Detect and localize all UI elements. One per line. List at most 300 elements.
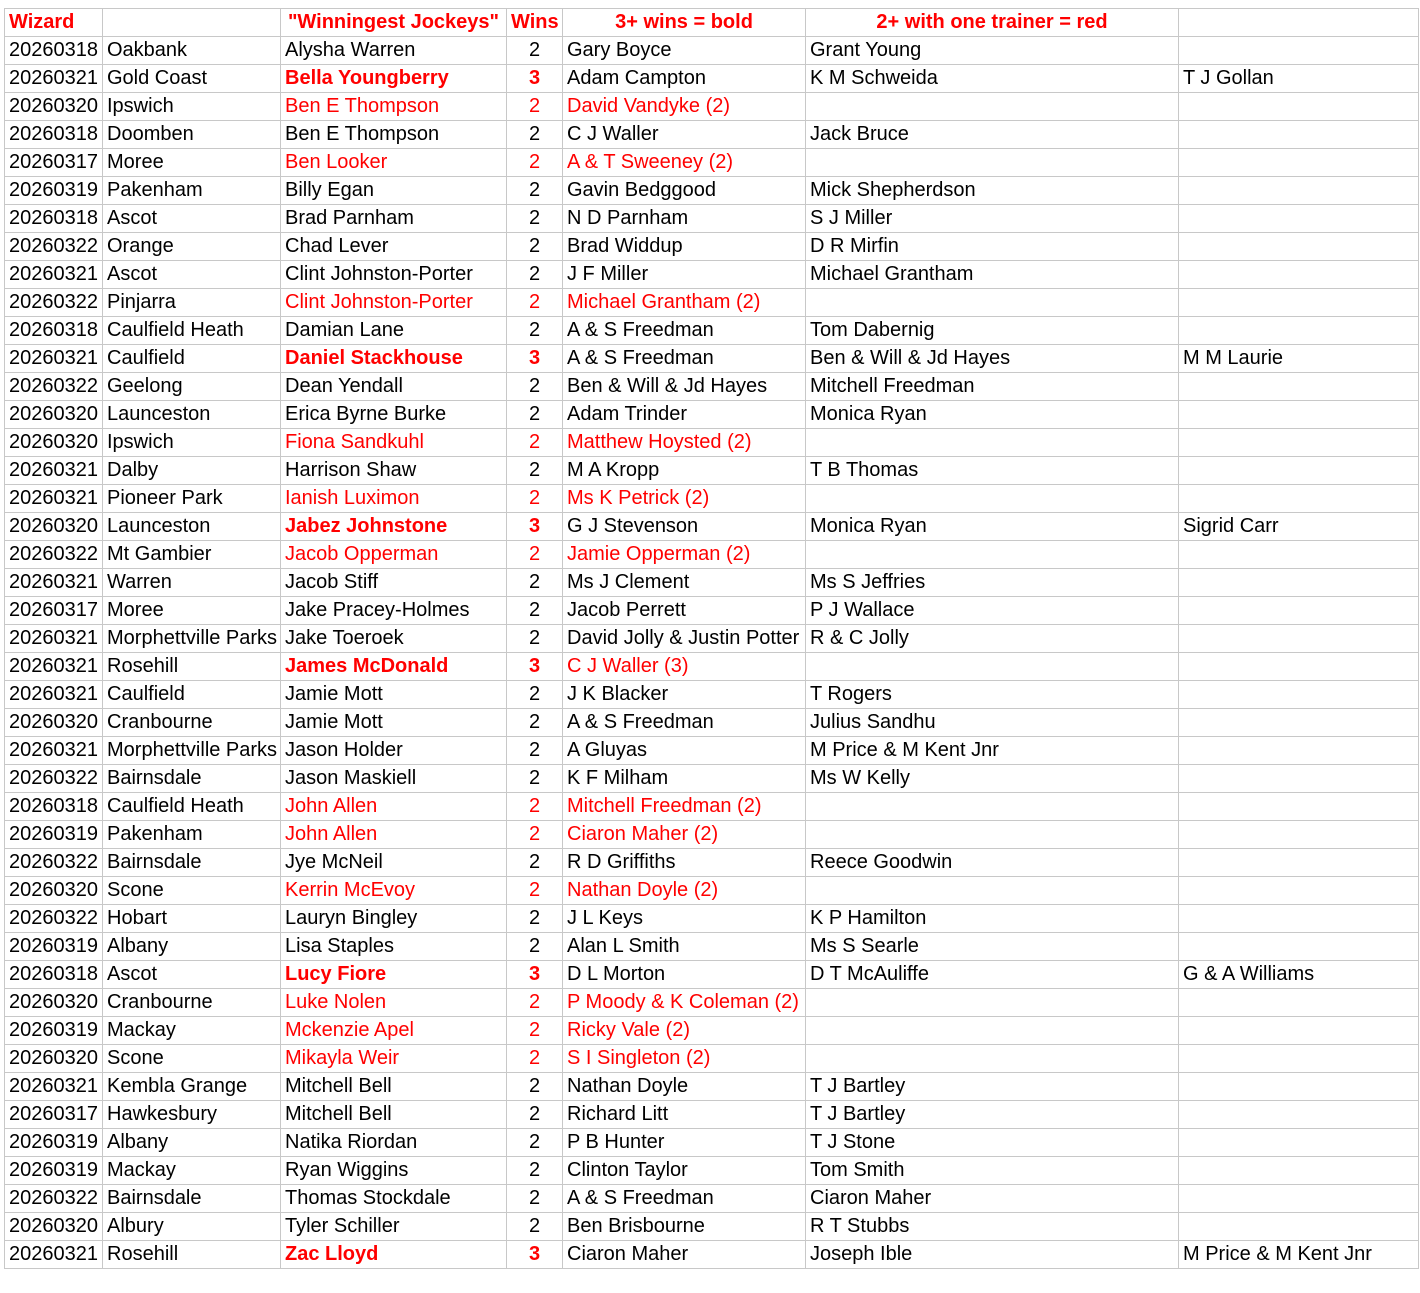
cell-jockey[interactable]: John Allen xyxy=(281,793,507,821)
cell-jockey[interactable]: Jamie Mott xyxy=(281,681,507,709)
cell-trainer-1[interactable]: D L Morton xyxy=(563,961,806,989)
cell-jockey[interactable]: Tyler Schiller xyxy=(281,1213,507,1241)
cell-wins[interactable]: 2 xyxy=(507,317,563,345)
cell-track[interactable]: Ipswich xyxy=(103,93,281,121)
cell-track[interactable]: Doomben xyxy=(103,121,281,149)
cell-track[interactable]: Morphettville Parks xyxy=(103,625,281,653)
cell-wins[interactable]: 2 xyxy=(507,821,563,849)
cell-trainer-3[interactable]: M Price & M Kent Jnr xyxy=(1179,1241,1419,1269)
cell-trainer-3[interactable] xyxy=(1179,569,1419,597)
cell-track[interactable]: Pakenham xyxy=(103,821,281,849)
cell-trainer-3[interactable] xyxy=(1179,877,1419,905)
cell-wins[interactable]: 2 xyxy=(507,709,563,737)
cell-trainer-3[interactable] xyxy=(1179,1129,1419,1157)
cell-trainer-1[interactable]: David Vandyke (2) xyxy=(563,93,806,121)
cell-jockey[interactable]: Kerrin McEvoy xyxy=(281,877,507,905)
cell-wins[interactable]: 2 xyxy=(507,457,563,485)
cell-trainer-2[interactable] xyxy=(806,821,1179,849)
cell-wins[interactable]: 2 xyxy=(507,121,563,149)
cell-trainer-2[interactable] xyxy=(806,989,1179,1017)
cell-wins[interactable]: 2 xyxy=(507,1129,563,1157)
cell-trainer-3[interactable] xyxy=(1179,737,1419,765)
cell-wins[interactable]: 3 xyxy=(507,1241,563,1269)
cell-trainer-2[interactable]: T J Bartley xyxy=(806,1101,1179,1129)
cell-trainer-2[interactable]: Monica Ryan xyxy=(806,513,1179,541)
cell-jockey[interactable]: Jake Pracey-Holmes xyxy=(281,597,507,625)
cell-trainer-1[interactable]: M A Kropp xyxy=(563,457,806,485)
cell-trainer-1[interactable]: J L Keys xyxy=(563,905,806,933)
cell-date[interactable]: 20260322 xyxy=(5,289,103,317)
cell-trainer-3[interactable] xyxy=(1179,289,1419,317)
cell-wins[interactable]: 2 xyxy=(507,569,563,597)
cell-trainer-1[interactable]: Adam Campton xyxy=(563,65,806,93)
cell-wins[interactable]: 2 xyxy=(507,261,563,289)
cell-wins[interactable]: 2 xyxy=(507,1185,563,1213)
cell-date[interactable]: 20260321 xyxy=(5,625,103,653)
cell-track[interactable]: Hobart xyxy=(103,905,281,933)
cell-jockey[interactable]: Dean Yendall xyxy=(281,373,507,401)
cell-jockey[interactable]: Brad Parnham xyxy=(281,205,507,233)
cell-trainer-1[interactable]: Jacob Perrett xyxy=(563,597,806,625)
cell-jockey[interactable]: Mitchell Bell xyxy=(281,1073,507,1101)
cell-date[interactable]: 20260318 xyxy=(5,121,103,149)
cell-trainer-3[interactable] xyxy=(1179,989,1419,1017)
cell-trainer-1[interactable]: Adam Trinder xyxy=(563,401,806,429)
cell-track[interactable]: Ascot xyxy=(103,261,281,289)
cell-trainer-2[interactable]: Monica Ryan xyxy=(806,401,1179,429)
cell-track[interactable]: Oakbank xyxy=(103,37,281,65)
cell-trainer-1[interactable]: Ben & Will & Jd Hayes xyxy=(563,373,806,401)
cell-jockey[interactable]: Harrison Shaw xyxy=(281,457,507,485)
cell-trainer-3[interactable] xyxy=(1179,765,1419,793)
cell-track[interactable]: Ipswich xyxy=(103,429,281,457)
cell-trainer-2[interactable] xyxy=(806,653,1179,681)
cell-trainer-2[interactable]: Jack Bruce xyxy=(806,121,1179,149)
cell-date[interactable]: 20260319 xyxy=(5,821,103,849)
cell-track[interactable]: Ascot xyxy=(103,961,281,989)
cell-trainer-1[interactable]: A & S Freedman xyxy=(563,709,806,737)
header-wins[interactable]: Wins xyxy=(507,9,563,37)
cell-trainer-3[interactable] xyxy=(1179,205,1419,233)
cell-jockey[interactable]: John Allen xyxy=(281,821,507,849)
cell-track[interactable]: Launceston xyxy=(103,401,281,429)
cell-trainer-2[interactable]: Ms S Jeffries xyxy=(806,569,1179,597)
cell-track[interactable]: Rosehill xyxy=(103,653,281,681)
cell-wins[interactable]: 2 xyxy=(507,877,563,905)
cell-trainer-1[interactable]: Clinton Taylor xyxy=(563,1157,806,1185)
cell-trainer-1[interactable]: A & S Freedman xyxy=(563,345,806,373)
cell-wins[interactable]: 3 xyxy=(507,345,563,373)
cell-trainer-1[interactable]: K F Milham xyxy=(563,765,806,793)
cell-jockey[interactable]: Jason Maskiell xyxy=(281,765,507,793)
cell-trainer-3[interactable]: M M Laurie xyxy=(1179,345,1419,373)
cell-jockey[interactable]: Mikayla Weir xyxy=(281,1045,507,1073)
header-date[interactable]: Wizard xyxy=(5,9,103,37)
cell-trainer-1[interactable]: A & S Freedman xyxy=(563,317,806,345)
cell-date[interactable]: 20260321 xyxy=(5,1241,103,1269)
cell-trainer-3[interactable] xyxy=(1179,177,1419,205)
cell-date[interactable]: 20260318 xyxy=(5,961,103,989)
cell-date[interactable]: 20260319 xyxy=(5,1157,103,1185)
cell-jockey[interactable]: Clint Johnston-Porter xyxy=(281,261,507,289)
cell-jockey[interactable]: Jacob Stiff xyxy=(281,569,507,597)
cell-wins[interactable]: 2 xyxy=(507,1073,563,1101)
cell-track[interactable]: Mackay xyxy=(103,1157,281,1185)
cell-trainer-2[interactable]: D R Mirfin xyxy=(806,233,1179,261)
cell-wins[interactable]: 2 xyxy=(507,37,563,65)
cell-trainer-2[interactable]: T J Bartley xyxy=(806,1073,1179,1101)
cell-track[interactable]: Caulfield Heath xyxy=(103,793,281,821)
cell-trainer-1[interactable]: Ms J Clement xyxy=(563,569,806,597)
cell-trainer-2[interactable]: Ben & Will & Jd Hayes xyxy=(806,345,1179,373)
cell-trainer-1[interactable]: Ciaron Maher (2) xyxy=(563,821,806,849)
cell-wins[interactable]: 2 xyxy=(507,989,563,1017)
cell-date[interactable]: 20260319 xyxy=(5,177,103,205)
cell-jockey[interactable]: Alysha Warren xyxy=(281,37,507,65)
cell-trainer-3[interactable] xyxy=(1179,1157,1419,1185)
cell-trainer-2[interactable] xyxy=(806,485,1179,513)
cell-trainer-1[interactable]: Jamie Opperman (2) xyxy=(563,541,806,569)
cell-track[interactable]: Caulfield Heath xyxy=(103,317,281,345)
cell-trainer-1[interactable]: A Gluyas xyxy=(563,737,806,765)
cell-jockey[interactable]: Billy Egan xyxy=(281,177,507,205)
cell-jockey[interactable]: Jye McNeil xyxy=(281,849,507,877)
cell-trainer-2[interactable] xyxy=(806,877,1179,905)
cell-wins[interactable]: 3 xyxy=(507,513,563,541)
cell-trainer-2[interactable]: Joseph Ible xyxy=(806,1241,1179,1269)
cell-jockey[interactable]: Ryan Wiggins xyxy=(281,1157,507,1185)
cell-trainer-3[interactable] xyxy=(1179,653,1419,681)
cell-trainer-3[interactable]: Sigrid Carr xyxy=(1179,513,1419,541)
cell-track[interactable]: Scone xyxy=(103,1045,281,1073)
cell-wins[interactable]: 2 xyxy=(507,737,563,765)
cell-trainer-2[interactable] xyxy=(806,289,1179,317)
cell-trainer-2[interactable]: K M Schweida xyxy=(806,65,1179,93)
cell-trainer-3[interactable] xyxy=(1179,1213,1419,1241)
cell-trainer-3[interactable] xyxy=(1179,149,1419,177)
cell-date[interactable]: 20260320 xyxy=(5,401,103,429)
cell-wins[interactable]: 2 xyxy=(507,1045,563,1073)
cell-trainer-1[interactable]: N D Parnham xyxy=(563,205,806,233)
cell-date[interactable]: 20260322 xyxy=(5,765,103,793)
cell-wins[interactable]: 2 xyxy=(507,485,563,513)
cell-trainer-3[interactable] xyxy=(1179,933,1419,961)
cell-trainer-1[interactable]: David Jolly & Justin Potter xyxy=(563,625,806,653)
cell-trainer-1[interactable]: Brad Widdup xyxy=(563,233,806,261)
cell-trainer-1[interactable]: P B Hunter xyxy=(563,1129,806,1157)
cell-jockey[interactable]: Chad Lever xyxy=(281,233,507,261)
cell-date[interactable]: 20260320 xyxy=(5,513,103,541)
header-trainer-2[interactable]: 2+ with one trainer = red xyxy=(806,9,1179,37)
cell-date[interactable]: 20260322 xyxy=(5,905,103,933)
cell-date[interactable]: 20260317 xyxy=(5,149,103,177)
cell-wins[interactable]: 2 xyxy=(507,401,563,429)
cell-track[interactable]: Gold Coast xyxy=(103,65,281,93)
cell-trainer-3[interactable] xyxy=(1179,681,1419,709)
cell-trainer-1[interactable]: Ms K Petrick (2) xyxy=(563,485,806,513)
cell-wins[interactable]: 2 xyxy=(507,905,563,933)
cell-date[interactable]: 20260320 xyxy=(5,93,103,121)
cell-trainer-1[interactable]: S I Singleton (2) xyxy=(563,1045,806,1073)
cell-jockey[interactable]: Mckenzie Apel xyxy=(281,1017,507,1045)
cell-trainer-3[interactable] xyxy=(1179,905,1419,933)
cell-date[interactable]: 20260318 xyxy=(5,317,103,345)
cell-trainer-2[interactable] xyxy=(806,1017,1179,1045)
cell-track[interactable]: Caulfield xyxy=(103,345,281,373)
cell-trainer-1[interactable]: G J Stevenson xyxy=(563,513,806,541)
cell-trainer-3[interactable] xyxy=(1179,709,1419,737)
cell-trainer-2[interactable] xyxy=(806,429,1179,457)
cell-jockey[interactable]: Mitchell Bell xyxy=(281,1101,507,1129)
cell-wins[interactable]: 3 xyxy=(507,653,563,681)
cell-track[interactable]: Caulfield xyxy=(103,681,281,709)
cell-trainer-3[interactable] xyxy=(1179,821,1419,849)
cell-trainer-1[interactable]: A & T Sweeney (2) xyxy=(563,149,806,177)
cell-trainer-1[interactable]: Matthew Hoysted (2) xyxy=(563,429,806,457)
cell-trainer-3[interactable] xyxy=(1179,1017,1419,1045)
cell-track[interactable]: Morphettville Parks xyxy=(103,737,281,765)
cell-trainer-2[interactable] xyxy=(806,793,1179,821)
cell-date[interactable]: 20260320 xyxy=(5,989,103,1017)
cell-trainer-3[interactable] xyxy=(1179,261,1419,289)
cell-jockey[interactable]: Zac Lloyd xyxy=(281,1241,507,1269)
cell-trainer-1[interactable]: Alan L Smith xyxy=(563,933,806,961)
cell-wins[interactable]: 2 xyxy=(507,541,563,569)
cell-trainer-2[interactable] xyxy=(806,541,1179,569)
cell-date[interactable]: 20260321 xyxy=(5,653,103,681)
cell-trainer-2[interactable]: Mick Shepherdson xyxy=(806,177,1179,205)
cell-trainer-3[interactable] xyxy=(1179,233,1419,261)
cell-trainer-2[interactable]: M Price & M Kent Jnr xyxy=(806,737,1179,765)
cell-jockey[interactable]: Bella Youngberry xyxy=(281,65,507,93)
cell-track[interactable]: Mt Gambier xyxy=(103,541,281,569)
cell-jockey[interactable]: Erica Byrne Burke xyxy=(281,401,507,429)
cell-wins[interactable]: 3 xyxy=(507,65,563,93)
cell-wins[interactable]: 2 xyxy=(507,681,563,709)
cell-trainer-1[interactable]: Mitchell Freedman (2) xyxy=(563,793,806,821)
cell-track[interactable]: Bairnsdale xyxy=(103,849,281,877)
cell-jockey[interactable]: Fiona Sandkuhl xyxy=(281,429,507,457)
cell-trainer-2[interactable]: Julius Sandhu xyxy=(806,709,1179,737)
cell-track[interactable]: Cranbourne xyxy=(103,709,281,737)
cell-date[interactable]: 20260318 xyxy=(5,205,103,233)
cell-trainer-3[interactable] xyxy=(1179,37,1419,65)
header-jockey[interactable]: "Winningest Jockeys" xyxy=(281,9,507,37)
cell-track[interactable]: Bairnsdale xyxy=(103,1185,281,1213)
cell-wins[interactable]: 2 xyxy=(507,1213,563,1241)
cell-jockey[interactable]: Ianish Luximon xyxy=(281,485,507,513)
cell-track[interactable]: Pioneer Park xyxy=(103,485,281,513)
cell-date[interactable]: 20260321 xyxy=(5,737,103,765)
cell-trainer-3[interactable] xyxy=(1179,429,1419,457)
cell-wins[interactable]: 2 xyxy=(507,597,563,625)
cell-trainer-3[interactable] xyxy=(1179,457,1419,485)
cell-trainer-2[interactable]: T B Thomas xyxy=(806,457,1179,485)
cell-trainer-2[interactable] xyxy=(806,1045,1179,1073)
cell-trainer-2[interactable]: R T Stubbs xyxy=(806,1213,1179,1241)
cell-track[interactable]: Moree xyxy=(103,149,281,177)
cell-jockey[interactable]: Lisa Staples xyxy=(281,933,507,961)
cell-trainer-1[interactable]: Gary Boyce xyxy=(563,37,806,65)
cell-date[interactable]: 20260319 xyxy=(5,933,103,961)
cell-wins[interactable]: 2 xyxy=(507,849,563,877)
header-trainer-1[interactable]: 3+ wins = bold xyxy=(563,9,806,37)
cell-trainer-2[interactable] xyxy=(806,93,1179,121)
cell-track[interactable]: Scone xyxy=(103,877,281,905)
cell-date[interactable]: 20260321 xyxy=(5,345,103,373)
cell-jockey[interactable]: Thomas Stockdale xyxy=(281,1185,507,1213)
cell-date[interactable]: 20260320 xyxy=(5,1213,103,1241)
cell-trainer-3[interactable] xyxy=(1179,317,1419,345)
cell-date[interactable]: 20260320 xyxy=(5,877,103,905)
cell-trainer-1[interactable]: J F Miller xyxy=(563,261,806,289)
cell-date[interactable]: 20260320 xyxy=(5,1045,103,1073)
cell-trainer-1[interactable]: Nathan Doyle (2) xyxy=(563,877,806,905)
cell-date[interactable]: 20260322 xyxy=(5,541,103,569)
cell-trainer-2[interactable]: Mitchell Freedman xyxy=(806,373,1179,401)
cell-date[interactable]: 20260321 xyxy=(5,65,103,93)
cell-jockey[interactable]: Luke Nolen xyxy=(281,989,507,1017)
cell-date[interactable]: 20260321 xyxy=(5,569,103,597)
cell-trainer-3[interactable] xyxy=(1179,401,1419,429)
cell-track[interactable]: Mackay xyxy=(103,1017,281,1045)
cell-date[interactable]: 20260320 xyxy=(5,709,103,737)
cell-wins[interactable]: 2 xyxy=(507,933,563,961)
cell-jockey[interactable]: Ben Looker xyxy=(281,149,507,177)
cell-track[interactable]: Launceston xyxy=(103,513,281,541)
cell-track[interactable]: Moree xyxy=(103,597,281,625)
cell-jockey[interactable]: Clint Johnston-Porter xyxy=(281,289,507,317)
cell-trainer-1[interactable]: Ciaron Maher xyxy=(563,1241,806,1269)
cell-track[interactable]: Pinjarra xyxy=(103,289,281,317)
cell-trainer-2[interactable]: T Rogers xyxy=(806,681,1179,709)
cell-trainer-3[interactable] xyxy=(1179,93,1419,121)
cell-jockey[interactable]: Jacob Opperman xyxy=(281,541,507,569)
cell-date[interactable]: 20260322 xyxy=(5,373,103,401)
cell-trainer-3[interactable] xyxy=(1179,793,1419,821)
cell-date[interactable]: 20260322 xyxy=(5,1185,103,1213)
cell-trainer-2[interactable]: D T McAuliffe xyxy=(806,961,1179,989)
cell-wins[interactable]: 2 xyxy=(507,289,563,317)
cell-track[interactable]: Dalby xyxy=(103,457,281,485)
cell-trainer-3[interactable]: T J Gollan xyxy=(1179,65,1419,93)
cell-trainer-3[interactable]: G & A Williams xyxy=(1179,961,1419,989)
cell-trainer-3[interactable] xyxy=(1179,541,1419,569)
cell-date[interactable]: 20260322 xyxy=(5,233,103,261)
cell-trainer-2[interactable]: Tom Smith xyxy=(806,1157,1179,1185)
cell-trainer-2[interactable]: K P Hamilton xyxy=(806,905,1179,933)
cell-trainer-2[interactable] xyxy=(806,149,1179,177)
cell-trainer-1[interactable]: Richard Litt xyxy=(563,1101,806,1129)
cell-jockey[interactable]: Natika Riordan xyxy=(281,1129,507,1157)
cell-trainer-1[interactable]: Nathan Doyle xyxy=(563,1073,806,1101)
cell-trainer-3[interactable] xyxy=(1179,373,1419,401)
cell-track[interactable]: Rosehill xyxy=(103,1241,281,1269)
cell-date[interactable]: 20260321 xyxy=(5,485,103,513)
cell-date[interactable]: 20260320 xyxy=(5,429,103,457)
cell-track[interactable]: Bairnsdale xyxy=(103,765,281,793)
cell-track[interactable]: Orange xyxy=(103,233,281,261)
cell-date[interactable]: 20260321 xyxy=(5,1073,103,1101)
cell-wins[interactable]: 2 xyxy=(507,233,563,261)
cell-trainer-2[interactable]: S J Miller xyxy=(806,205,1179,233)
cell-wins[interactable]: 2 xyxy=(507,93,563,121)
cell-wins[interactable]: 2 xyxy=(507,625,563,653)
header-trainer-3[interactable] xyxy=(1179,9,1419,37)
cell-trainer-2[interactable]: Ciaron Maher xyxy=(806,1185,1179,1213)
cell-trainer-1[interactable]: Gavin Bedggood xyxy=(563,177,806,205)
cell-date[interactable]: 20260319 xyxy=(5,1017,103,1045)
cell-jockey[interactable]: Lucy Fiore xyxy=(281,961,507,989)
cell-track[interactable]: Hawkesbury xyxy=(103,1101,281,1129)
cell-trainer-3[interactable] xyxy=(1179,1073,1419,1101)
cell-trainer-2[interactable]: Tom Dabernig xyxy=(806,317,1179,345)
cell-track[interactable]: Geelong xyxy=(103,373,281,401)
cell-wins[interactable]: 2 xyxy=(507,1017,563,1045)
cell-date[interactable]: 20260319 xyxy=(5,1129,103,1157)
cell-trainer-3[interactable] xyxy=(1179,1185,1419,1213)
cell-trainer-1[interactable]: Ben Brisbourne xyxy=(563,1213,806,1241)
cell-date[interactable]: 20260322 xyxy=(5,849,103,877)
cell-jockey[interactable]: James McDonald xyxy=(281,653,507,681)
cell-trainer-1[interactable]: P Moody & K Coleman (2) xyxy=(563,989,806,1017)
cell-trainer-3[interactable] xyxy=(1179,597,1419,625)
cell-trainer-2[interactable]: Ms W Kelly xyxy=(806,765,1179,793)
cell-jockey[interactable]: Jabez Johnstone xyxy=(281,513,507,541)
cell-jockey[interactable]: Daniel Stackhouse xyxy=(281,345,507,373)
cell-date[interactable]: 20260318 xyxy=(5,37,103,65)
cell-trainer-3[interactable] xyxy=(1179,121,1419,149)
header-track[interactable] xyxy=(103,9,281,37)
cell-date[interactable]: 20260317 xyxy=(5,597,103,625)
cell-trainer-3[interactable] xyxy=(1179,1045,1419,1073)
cell-trainer-2[interactable]: T J Stone xyxy=(806,1129,1179,1157)
cell-wins[interactable]: 2 xyxy=(507,177,563,205)
cell-track[interactable]: Pakenham xyxy=(103,177,281,205)
cell-wins[interactable]: 2 xyxy=(507,429,563,457)
cell-trainer-3[interactable] xyxy=(1179,485,1419,513)
cell-jockey[interactable]: Jake Toeroek xyxy=(281,625,507,653)
cell-trainer-1[interactable]: R D Griffiths xyxy=(563,849,806,877)
cell-track[interactable]: Cranbourne xyxy=(103,989,281,1017)
cell-wins[interactable]: 2 xyxy=(507,1101,563,1129)
cell-wins[interactable]: 2 xyxy=(507,765,563,793)
cell-wins[interactable]: 2 xyxy=(507,373,563,401)
cell-trainer-3[interactable] xyxy=(1179,849,1419,877)
cell-wins[interactable]: 2 xyxy=(507,149,563,177)
cell-track[interactable]: Albany xyxy=(103,933,281,961)
cell-trainer-2[interactable]: R & C Jolly xyxy=(806,625,1179,653)
cell-track[interactable]: Albury xyxy=(103,1213,281,1241)
cell-trainer-1[interactable]: A & S Freedman xyxy=(563,1185,806,1213)
cell-wins[interactable]: 3 xyxy=(507,961,563,989)
cell-jockey[interactable]: Jamie Mott xyxy=(281,709,507,737)
cell-jockey[interactable]: Ben E Thompson xyxy=(281,121,507,149)
cell-trainer-1[interactable]: Ricky Vale (2) xyxy=(563,1017,806,1045)
cell-trainer-1[interactable]: J K Blacker xyxy=(563,681,806,709)
cell-track[interactable]: Albany xyxy=(103,1129,281,1157)
cell-trainer-1[interactable]: C J Waller (3) xyxy=(563,653,806,681)
cell-trainer-2[interactable]: Grant Young xyxy=(806,37,1179,65)
cell-trainer-1[interactable]: C J Waller xyxy=(563,121,806,149)
cell-jockey[interactable]: Jason Holder xyxy=(281,737,507,765)
cell-trainer-2[interactable]: Michael Grantham xyxy=(806,261,1179,289)
cell-wins[interactable]: 2 xyxy=(507,205,563,233)
cell-trainer-1[interactable]: Michael Grantham (2) xyxy=(563,289,806,317)
cell-date[interactable]: 20260318 xyxy=(5,793,103,821)
cell-wins[interactable]: 2 xyxy=(507,793,563,821)
cell-trainer-2[interactable]: Reece Goodwin xyxy=(806,849,1179,877)
